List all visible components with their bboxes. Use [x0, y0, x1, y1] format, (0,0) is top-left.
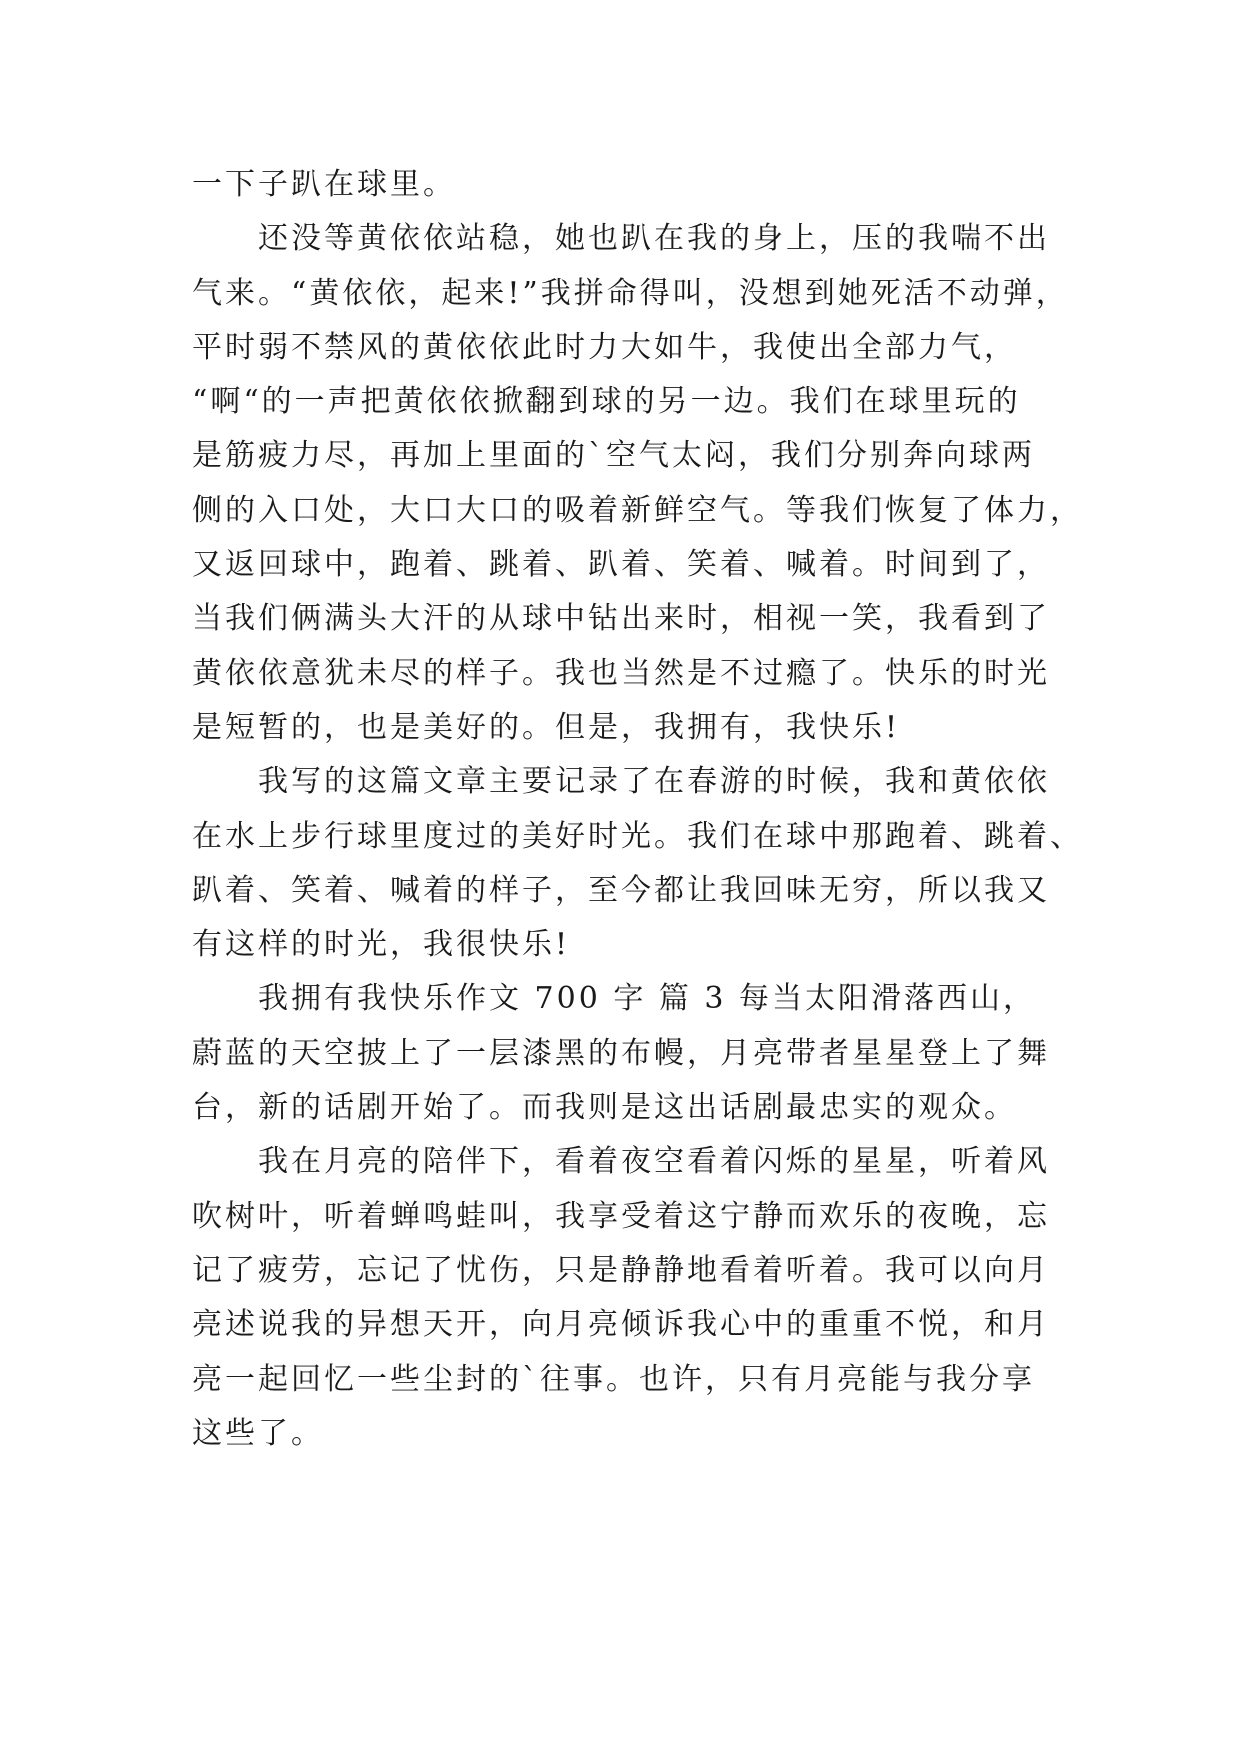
text-line: 有这样的时光，我很快乐!	[192, 927, 571, 963]
text-line: 亮一起回忆一些尘封的`往事。也许，只有月亮能与我分享	[192, 1361, 1035, 1397]
text-line: 是筋疲力尽，再加上里面的`空气太闷，我们分别奔向球两	[192, 438, 1035, 474]
text-line: 侧的入口处，大口大口的吸着新鲜空气。等我们恢复了体力，	[192, 492, 1083, 528]
body-text	[192, 158, 1083, 1461]
text-line: 亮述说我的异想天开，向月亮倾诉我心中的重重不悦，和月	[192, 1307, 1050, 1343]
text-line: 这些了。	[192, 1415, 324, 1451]
text-line: 是短暂的，也是美好的。但是，我拥有，我快乐!	[192, 709, 901, 745]
text-line: 当我们俩满头大汗的从球中钻出来时，相视一笑，我看到了	[192, 601, 1050, 637]
text-line: 记了疲劳，忘记了忧伤，只是静静地看着听着。我可以向月	[192, 1252, 1050, 1288]
text-line: 又返回球中，跑着、跳着、趴着、笑着、喊着。时间到了，	[192, 547, 1050, 583]
text-line: 我在月亮的陪伴下，看着夜空看着闪烁的星星，听着风	[258, 1144, 1050, 1180]
text-line: 蔚蓝的天空披上了一层漆黑的布幔，月亮带者星星登上了舞	[192, 1035, 1050, 1071]
text-line: 还没等黄依依站稳，她也趴在我的身上，压的我喘不出	[258, 221, 1050, 257]
text-line: 吹树叶，听着蝉鸣蛙叫，我享受着这宁静而欢乐的夜晚，忘	[192, 1198, 1050, 1234]
text-line: 平时弱不禁风的黄依依此时力大如牛，我使出全部力气，	[192, 329, 1017, 365]
text-line: 趴着、笑着、喊着的样子，至今都让我回味无穷，所以我又	[192, 872, 1050, 908]
text-line: 黄依依意犹未尽的样子。我也当然是不过瘾了。快乐的时光	[192, 655, 1050, 691]
text-line: 我拥有我快乐作文 700 字 篇 3 每当太阳滑落西山，	[258, 981, 1037, 1017]
text-line: “啊“的一声把黄依依掀翻到球的另一边。我们在球里玩的	[192, 384, 1021, 420]
text-line: 在水上步行球里度过的美好时光。我们在球中那跑着、跳着、	[192, 818, 1083, 854]
text-line: 台，新的话剧开始了。而我则是这出话剧最忠实的观众。	[192, 1090, 1017, 1126]
text-line: 我写的这篇文章主要记录了在春游的时候，我和黄依依	[258, 764, 1050, 800]
text-line: 一下子趴在球里。	[192, 167, 456, 202]
text-line: 气来。“黄依依，起来!”我拼命得叫，没想到她死活不动弹，	[192, 275, 1069, 311]
